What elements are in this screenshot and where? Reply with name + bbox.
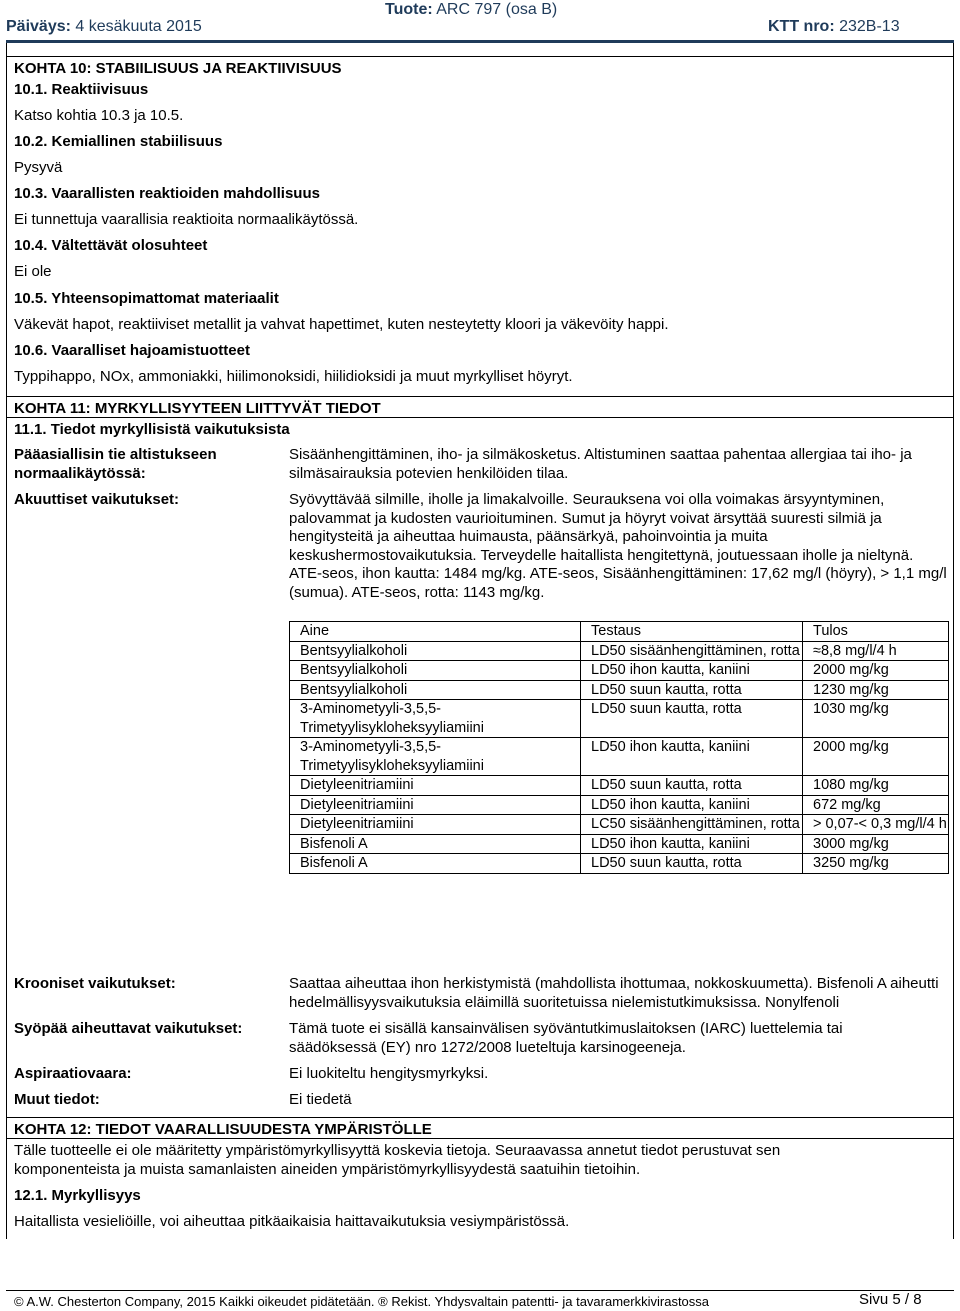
table-cell: Bisfenoli A: [290, 854, 581, 874]
table-cell: LD50 ihon kautta, kaniini: [581, 661, 803, 681]
header-date: [6, 18, 202, 36]
product-value: ARC 797 (osa B): [436, 1, 558, 18]
table-header-row: [290, 622, 949, 642]
table-cell: 1080 mg/kg: [803, 776, 949, 796]
route-label: [14, 446, 274, 483]
acute-text: Syövyttävää silmille, iholle ja limakalvoille. Seurauksena voi olla voimakas ärsyyntyminen, palovammat ja kudosten vaurioituminen. Sumut ja höyryt voivat ärsyttää suuresti silmiä ja hengitysteitä ja aiheuttaa huimausta, päänsärkyä, pahoinvointia ja muita keskushermostovaikutuksia. Terveydelle haitallista hengitettynä, joutuessaan iholle ja nieltynä. ATE-seos, ihon kautta: 1484 mg/kg. ATE-seos, Sisäänhengittäminen: 17,62 mg/l (höyry), > 1,1 mg/l (sumua). ATE-seos, rotta: 1143 mg/kg.: [289, 491, 947, 601]
table-cell: Bisfenoli A: [290, 834, 581, 854]
ktt-value: 232B-13: [839, 18, 900, 35]
table-cell: 3000 mg/kg: [803, 834, 949, 854]
table-header-cell: Testaus: [581, 622, 803, 642]
heading-10-3: 10.3. Vaarallisten reaktioiden mahdollisuus: [14, 185, 320, 202]
date-value: 4 kesäkuuta 2015: [75, 18, 202, 35]
right-margin-line: [953, 43, 954, 1239]
table-row: [290, 834, 949, 854]
table-cell: LD50 suun kautta, rotta: [581, 776, 803, 796]
header-ktt: [768, 18, 900, 36]
section12-intro: Tälle tuotteelle ei ole määritetty ympäristömyrkyllisyyttä koskevia tietoja. Seuraavassa annetut tiedot perustuvat sen komponenteista ja muista samanlaisten aineiden ympäristömyrkyllisyydestä saatuihin tietoihin.: [14, 1142, 781, 1178]
section11-title: KOHTA 11: MYRKYLLISYYTEEN LIITTYVÄT TIEDOT: [14, 400, 381, 417]
table-cell: 1230 mg/kg: [803, 680, 949, 700]
table-row: [290, 854, 949, 874]
table-row: [290, 661, 949, 681]
table-cell: 672 mg/kg: [803, 795, 949, 815]
table-cell: ≈8,8 mg/l/4 h: [803, 641, 949, 661]
table-cell: Dietyleenitriamiini: [290, 795, 581, 815]
table-cell: 2000 mg/kg: [803, 661, 949, 681]
chronic-text: Saattaa aiheuttaa ihon herkistymistä (mahdollista ihottumaa, nokkoskuumetta). Bisfenoli A aiheutti hedelmällisyysvaikutuksia eläimillä suoritetuissa nielemistutkimuksissa. Nonylfenoli: [289, 975, 939, 1011]
text-10-3: Ei tunnettuja vaarallisia reaktioita normaalikäytössä.: [14, 211, 359, 228]
heading-10-4: 10.4. Vältettävät olosuhteet: [14, 237, 208, 254]
text-10-2: Pysyvä: [14, 159, 63, 176]
route-label-line1: Pääasiallisin tie altistukseen: [14, 446, 217, 463]
heading-10-1: 10.1. Reaktiivisuus: [14, 81, 149, 98]
aspiration-label: Aspiraatiovaara:: [14, 1065, 132, 1082]
table-cell: 3250 mg/kg: [803, 854, 949, 874]
other-label: Muut tiedot:: [14, 1091, 100, 1108]
table-cell: LD50 suun kautta, rotta: [581, 700, 803, 738]
header-product: [385, 1, 557, 19]
section11-top-rule: [6, 396, 954, 397]
footer-page: Sivu 5 / 8: [859, 1291, 922, 1308]
other-text: Ei tiedetä: [289, 1091, 352, 1108]
heading-11-1: 11.1. Tiedot myrkyllisistä vaikutuksista: [14, 421, 290, 438]
date-label: Päiväys:: [6, 18, 71, 35]
table-cell: Dietyleenitriamiini: [290, 815, 581, 835]
table-cell: 3-Aminometyyli-3,5,5-Trimetyylisykloheksyyliamiini: [290, 700, 581, 738]
table-cell: LD50 suun kautta, rotta: [581, 854, 803, 874]
heading-10-6: 10.6. Vaaralliset hajoamistuotteet: [14, 342, 250, 359]
footer-copyright: © A.W. Chesterton Company, 2015 Kaikki oikeudet pidätetään. ® Rekist. Yhdysvaltain patentti- ja tavaramerkkivirastossa: [14, 1294, 710, 1309]
table-header-cell: Tulos: [803, 622, 949, 642]
table-row: [290, 738, 949, 776]
ktt-label: KTT nro:: [768, 18, 835, 35]
route-label-line2: normaalikäytössä:: [14, 464, 146, 482]
table-cell: LD50 ihon kautta, kaniini: [581, 795, 803, 815]
carcinogenic-label: Syöpää aiheuttavat vaikutukset:: [14, 1020, 243, 1037]
table-row: [290, 641, 949, 661]
table-cell: > 0,07-< 0,3 mg/l/4 h: [803, 815, 949, 835]
section12-top-rule: [6, 1117, 954, 1118]
text-10-5: Väkevät hapot, reaktiiviset metallit ja vahvat hapettimet, kuten nesteytetty kloori ja väkevöity happi.: [14, 316, 669, 333]
table-row: [290, 795, 949, 815]
product-label: Tuote:: [385, 1, 433, 18]
table-row: [290, 815, 949, 835]
header-rule: [6, 40, 954, 43]
table-cell: 3-Aminometyyli-3,5,5-Trimetyylisykloheksyyliamiini: [290, 738, 581, 776]
text-12-1: Haitallista vesieliöille, voi aiheuttaa pitkäaikaisia haittavaikutuksia vesiympäristössä.: [14, 1213, 570, 1230]
heading-10-2: 10.2. Kemiallinen stabiilisuus: [14, 133, 223, 150]
table-row: [290, 776, 949, 796]
text-10-1: Katso kohtia 10.3 ja 10.5.: [14, 107, 184, 124]
table-row: [290, 680, 949, 700]
table-cell: Dietyleenitriamiini: [290, 776, 581, 796]
table-cell: LD50 suun kautta, rotta: [581, 680, 803, 700]
section11-title-rule: [6, 417, 954, 418]
toxicity-table: [289, 621, 949, 874]
text-10-4: Ei ole: [14, 263, 52, 280]
route-text: Sisäänhengittäminen, iho- ja silmäkosketus. Altistuminen saattaa pahentaa allergiaa tai iho- ja silmäsairauksia potevien henkilöiden tilaa.: [289, 446, 912, 482]
heading-10-5: 10.5. Yhteensopimattomat materiaalit: [14, 290, 279, 307]
chronic-label: Krooniset vaikutukset:: [14, 975, 176, 992]
table-cell: Bentsyylialkoholi: [290, 680, 581, 700]
table-cell: 1030 mg/kg: [803, 700, 949, 738]
table-cell: LD50 ihon kautta, kaniini: [581, 738, 803, 776]
table-cell: Bentsyylialkoholi: [290, 641, 581, 661]
acute-label: Akuuttiset vaikutukset:: [14, 491, 180, 508]
footer-rule: [6, 1290, 954, 1291]
section10-top-rule: [6, 56, 954, 57]
table-row: [290, 700, 949, 738]
carcinogenic-text: Tämä tuote ei sisällä kansainvälisen syöväntutkimuslaitoksen (IARC) luettelemia tai säädöksessä (EY) nro 1272/2008 lueteltuja karsinogeeneja.: [289, 1020, 843, 1056]
table-cell: 2000 mg/kg: [803, 738, 949, 776]
table-header-cell: Aine: [290, 622, 581, 642]
section12-title-rule: [6, 1138, 954, 1139]
text-10-6: Typpihappo, NOx, ammoniakki, hiilimonoksidi, hiilidioksidi ja muut myrkylliset höyryt.: [14, 368, 573, 385]
heading-12-1: 12.1. Myrkyllisyys: [14, 1187, 141, 1204]
table-cell: Bentsyylialkoholi: [290, 661, 581, 681]
aspiration-text: Ei luokiteltu hengitysmyrkyksi.: [289, 1065, 489, 1082]
section12-title: KOHTA 12: TIEDOT VAARALLISUUDESTA YMPÄRISTÖLLE: [14, 1121, 432, 1138]
section10-title: KOHTA 10: STABIILISUUS JA REAKTIIVISUUS: [14, 60, 342, 77]
table-cell: LD50 sisäänhengittäminen, rotta: [581, 641, 803, 661]
left-margin-line: [6, 43, 7, 1239]
table-cell: LD50 ihon kautta, kaniini: [581, 834, 803, 854]
table-cell: LC50 sisäänhengittäminen, rotta: [581, 815, 803, 835]
